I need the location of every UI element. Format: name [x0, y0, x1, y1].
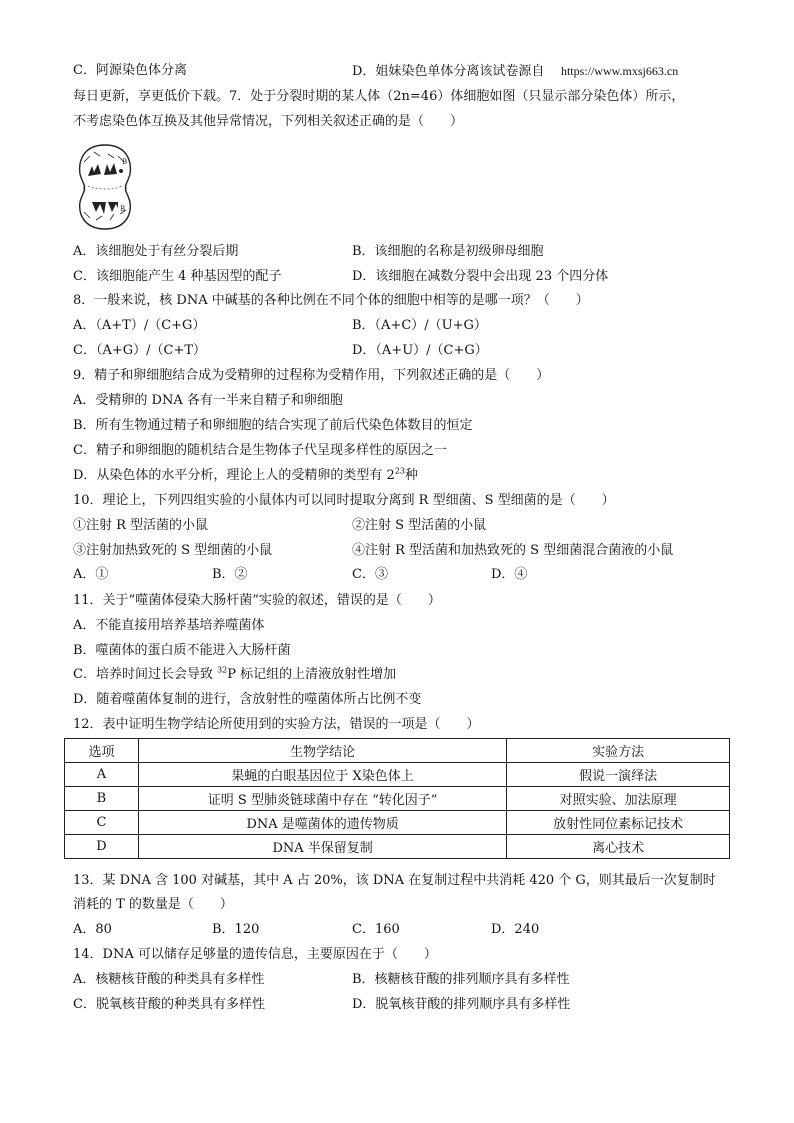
q9-option-d-suffix: 种	[405, 468, 419, 483]
q7-stem-cont: 不考虑染色体互换及其他异常情况，下列相关叙述正确的是（ ）	[73, 114, 464, 129]
q9-option-d	[73, 467, 418, 485]
table-header-cell: 生物学结论	[138, 739, 506, 763]
table-cell: C	[65, 811, 139, 835]
q6-option-d-text: D．姐妹染色单体分离该试卷源自	[352, 64, 545, 79]
table-header-cell: 选项	[65, 739, 139, 763]
q11-option-c-suffix: P 标记组的上清液放射性增加	[227, 667, 397, 682]
q13-option-a: A．80	[73, 922, 112, 937]
q13-stem-cont: 消耗的 T 的数量是（ ）	[73, 897, 233, 912]
table-cell: 离心技术	[507, 835, 730, 859]
q9-option-a: A．受精卵的 DNA 各有一半来自精子和卵细胞	[73, 393, 343, 408]
q11-option-a: A．不能直接用培养基培养噬菌体	[73, 618, 265, 633]
table-header-cell: 实验方法	[507, 739, 730, 763]
q10-stem: 10．理论上，下列四组实验的小鼠体内可以同时提取分离到 R 型细菌、S 型细菌的是（ ）	[73, 493, 615, 508]
table-cell: 假说一演绎法	[507, 763, 730, 787]
q10-option-c: C．③	[352, 567, 388, 582]
q11-option-c	[73, 666, 396, 684]
table-cell: B	[65, 787, 139, 811]
cell-division-figure	[74, 142, 136, 232]
q10-item-2: ②注射 S 型活菌的小鼠	[352, 518, 487, 533]
q10-item-1: ①注射 R 型活菌的小鼠	[73, 518, 209, 533]
q14-option-a: A．核糖核苷酸的种类具有多样性	[73, 972, 265, 987]
q13-option-b: B．120	[212, 922, 260, 937]
q7-option-d: D．该细胞在减数分裂中会出现 23 个四分体	[352, 269, 609, 284]
q11-stem: 11．关于“噬菌体侵染大肠杆菌”实验的叙述，错误的是（ ）	[73, 593, 441, 608]
q11-option-c-text: C．培养时间过长会导致	[73, 667, 218, 682]
table-cell: DNA 半保留复制	[138, 835, 506, 859]
q13-option-d: D．240	[491, 922, 540, 937]
q7-option-c: C．该细胞能产生 4 种基因型的配子	[73, 269, 282, 284]
table-row	[65, 835, 730, 859]
table-cell: DNA 是噬菌体的遗传物质	[138, 811, 506, 835]
q10-option-a: A．①	[73, 567, 109, 582]
q9-option-d-text: D．从染色体的水平分析，理论上人的受精卵的类型有 2	[73, 468, 395, 483]
q13-stem: 13．某 DNA 含 100 对碱基，其中 A 占 20%，该 DNA 在复制过程中共消耗 420 个 G，则其最后一次复制时	[73, 873, 716, 888]
table-cell: A	[65, 763, 139, 787]
q9-stem: 9．精子和卵细胞结合成为受精卵的过程称为受精作用，下列叙述正确的是（ ）	[73, 368, 550, 383]
q8-stem: 8．一般来说，核 DNA 中碱基的各种比例在不同个体的细胞中相等的是哪一项？（ ）	[73, 293, 589, 308]
q7-stem: 每日更新，享更低价下载。7．处于分裂时期的某人体（2n=46）体细胞如图（只显示部分染色体）所示，	[73, 89, 685, 104]
table-row	[65, 787, 730, 811]
q8-option-a: A．（A+T）/（C+G）	[73, 318, 206, 333]
q8-option-b: B．（A+C）/（U+G）	[352, 318, 487, 333]
figure-label-top: B	[122, 158, 128, 166]
table-header-row	[65, 739, 730, 763]
table-cell: 证明 S 型肺炎链球菌中存在 “转化因子”	[138, 787, 506, 811]
q12-table	[64, 738, 730, 859]
q6-option-c: C．阿源染色体分离	[73, 63, 187, 78]
q11-option-c-isotope: 32	[217, 665, 228, 675]
q8-option-d: D．（A+U）/（C+G）	[352, 343, 488, 358]
table-row	[65, 763, 730, 787]
q10-option-d: D．④	[491, 567, 528, 582]
table-cell: 放射性同位素标记技术	[507, 811, 730, 835]
q14-option-c: C．脱氧核苷酸的种类具有多样性	[73, 997, 265, 1012]
table-row	[65, 811, 730, 835]
q11-option-d: D．随着噬菌体复制的进行，含放射性的噬菌体所占比例不变	[73, 692, 422, 707]
q13-option-c: C．160	[352, 922, 400, 937]
q11-option-b: B．噬菌体的蛋白质不能进入大肠杆菌	[73, 643, 291, 658]
q10-option-b: B．②	[212, 567, 248, 582]
q10-item-3: ③注射加热致死的 S 型细菌的小鼠	[73, 543, 273, 558]
source-url: https://www.mxsj663.cn	[560, 64, 679, 78]
q14-option-d: D．脱氧核苷酸的排列顺序具有多样性	[352, 997, 571, 1012]
q9-option-c: C．精子和卵细胞的随机结合是生物体子代呈现多样性的原因之一	[73, 443, 447, 458]
q9-option-b: B．所有生物通过精子和卵细胞的结合实现了前后代染色体数目的恒定	[73, 418, 473, 433]
figure-label-bottom: B	[120, 205, 126, 213]
table-cell: 果蝇的白眼基因位于 X染色体上	[138, 763, 506, 787]
q8-option-c: C．（A+G）/（C+T）	[73, 343, 207, 358]
q7-option-a: A．该细胞处于有丝分裂后期	[73, 244, 239, 259]
q14-stem: 14．DNA 可以储存足够量的遗传信息，主要原因在于（ ）	[73, 947, 437, 962]
table-cell: D	[65, 835, 139, 859]
q9-option-d-exponent: 23	[394, 466, 406, 476]
q6-option-d	[352, 62, 678, 81]
q10-item-4: ④注射 R 型活菌和加热致死的 S 型细菌混合菌液的小鼠	[352, 543, 674, 558]
table-cell: 对照实验、加法原理	[507, 787, 730, 811]
q12-stem: 12．表中证明生物学结论所使用到的实验方法，错误的一项是（ ）	[73, 717, 480, 732]
q7-option-b: B．该细胞的名称是初级卵母细胞	[352, 244, 544, 259]
q14-option-b: B．核糖核苷酸的排列顺序具有多样性	[352, 972, 570, 987]
